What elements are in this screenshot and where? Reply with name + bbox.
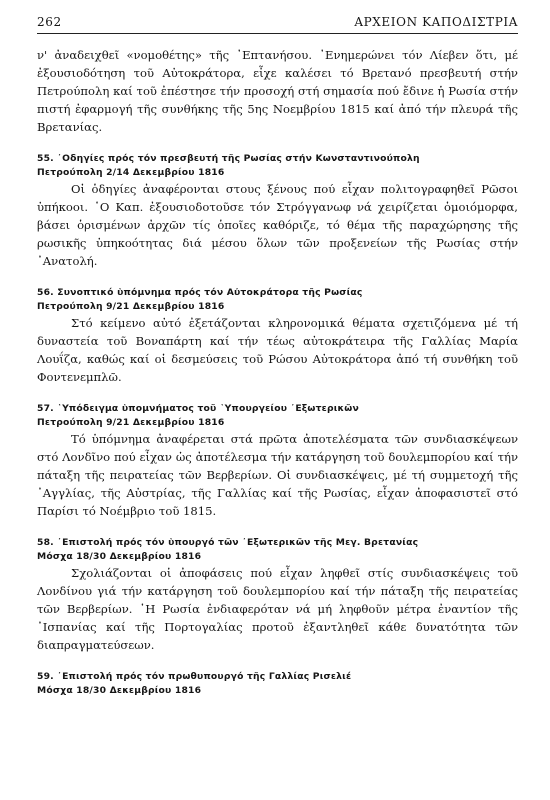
entry-59 [37,670,518,698]
entry-57 [37,402,518,520]
entry-summary: Τό ὑπόμνημα ἀναφέρεται στά πρῶτα ἀποτελέσματα τῶν συνδιασκέψεων στό Λονδῖνο πού εἶχαν ὡς ἀποτέλεσμα τήν κατάργηση τοῦ δουλεμπορίου καί τήν πάταξη τῆς πειρατείας τῶν Βερβερίων. Οἱ συνδιασκέψεις, μέ τή συμμετοχή τῆς ᾿Αγγλίας, τῆς Αὐστρίας, τῆς Γαλλίας καί τῆς Ρωσίας, εἶχαν ἀποφασιστεῖ στό Παρίσι τό Νοέμβριο τοῦ 1815. [37,432,518,518]
entry-date: Πετρούπολη 2/14 Δεκεμβρίου 1816 [37,167,225,178]
entry-summary: Οἱ ὁδηγίες ἀναφέρονται στους ξένους πού εἶχαν πολιτογραφηθεῖ Ρῶσοι ὑπήκοοι. ῾Ο Καπ. ἐξουσιοδοτοῦσε τόν Στρόγγανωφ νά χειρίζεται ὁμοιόμορφα, βάσει ὁρισμένων ἀρχῶν τίς ὁποῖες καθόριζε, τό θέμα τῆς παραχώρησης τῆς ρωσικῆς ὑπηκοότητας διά μέσου ὅλων τῶν προξενείων τῆς Ρωσίας στήν ᾿Ανατολή. [37,182,518,268]
entry-summary: Στό κείμενο αὐτό ἐξετάζονται κληρονομικά θέματα σχετιζόμενα μέ τή δυναστεία τοῦ Βοναπάρτη καί τήν τέως αὐτοκράτειρα τῆς Γαλλίας Μαρία Λουΐζα, καθώς καί οἱ δεσμεύσεις τοῦ Ρώσου Αὐτοκράτορα ἀπό τή συνθήκη τοῦ Φοντενεμπλῶ. [37,316,518,384]
running-title: ΑΡΧΕΙΟΝ ΚΑΠΟΔΙΣΤΡΙΑ [354,15,518,29]
entry-title: 59. ᾿Επιστολή πρός τόν πρωθυπουργό τῆς Γαλλίας Ρισελιέ [37,671,352,682]
page-number: 262 [37,15,62,29]
entry-title: 57. ῾Υπόδειγμα ὑπομνήματος τοῦ ῾Υπουργείου ᾿Εξωτερικῶν [37,403,359,414]
intro-paragraph: ν' ἀναδειχθεῖ «νομοθέτης» τῆς ᾿Επτανήσου. ᾿Ενημερώνει τόν Λίεβεν ὅτι, μέ ἐξουσιοδότηση τοῦ Αὐτοκράτορα, εἶχε καλέσει τό Βρετανό πρεσβευτή στήν Πετρούπολη καί τοῦ ἐπέστησε τήν προσοχή στή σημασία πού ἔδινε ἡ Ρωσία στήν πιστή ἐφαρμογή τῆς συνθήκης τῆς 5ης Νοεμβρίου 1815 καί ἀπό τήν πλευρά τῆς Βρετανίας. [37,48,518,134]
entry-title: 58. ᾿Επιστολή πρός τόν ὑπουργό τῶν ᾿Εξωτερικῶν τῆς Μεγ. Βρετανίας [37,537,419,548]
header-rule [37,33,518,34]
entry-date: Μόσχα 18/30 Δεκεμβρίου 1816 [37,551,202,562]
page-body [37,46,518,698]
entry-summary: Σχολιάζονται οἱ ἀποφάσεις πού εἶχαν ληφθεῖ στίς συνδιασκέψεις τοῦ Λονδίνου γιά τήν κατάργηση τοῦ δουλεμπορίου καί τήν πάταξη τῆς πειρατείας τῶν Βερβερίων. ῾Η Ρωσία ἐνδιαφερόταν νά μή ληφθοῦν μέτρα ἐναντίον τῆς ᾿Ισπανίας καί τῆς Πορτογαλίας προτοῦ ἐξαντληθεῖ κάθε δυνατότητα τῶν διαπραγματεύσεων. [37,566,518,652]
entry-title: 55. ᾿Οδηγίες πρός τόν πρεσβευτή τῆς Ρωσίας στήν Κωνσταντινούπολη [37,153,420,164]
entry-date: Μόσχα 18/30 Δεκεμβρίου 1816 [37,685,202,696]
entry-56 [37,286,518,386]
entry-55 [37,152,518,270]
entry-58 [37,536,518,654]
entry-title: 56. Συνοπτικό ὑπόμνημα πρός τόν Αὐτοκράτορα τῆς Ρωσίας [37,287,363,298]
entry-date: Πετρούπολη 9/21 Δεκεμβρίου 1816 [37,301,225,312]
entry-date: Πετρούπολη 9/21 Δεκεμβρίου 1816 [37,417,225,428]
